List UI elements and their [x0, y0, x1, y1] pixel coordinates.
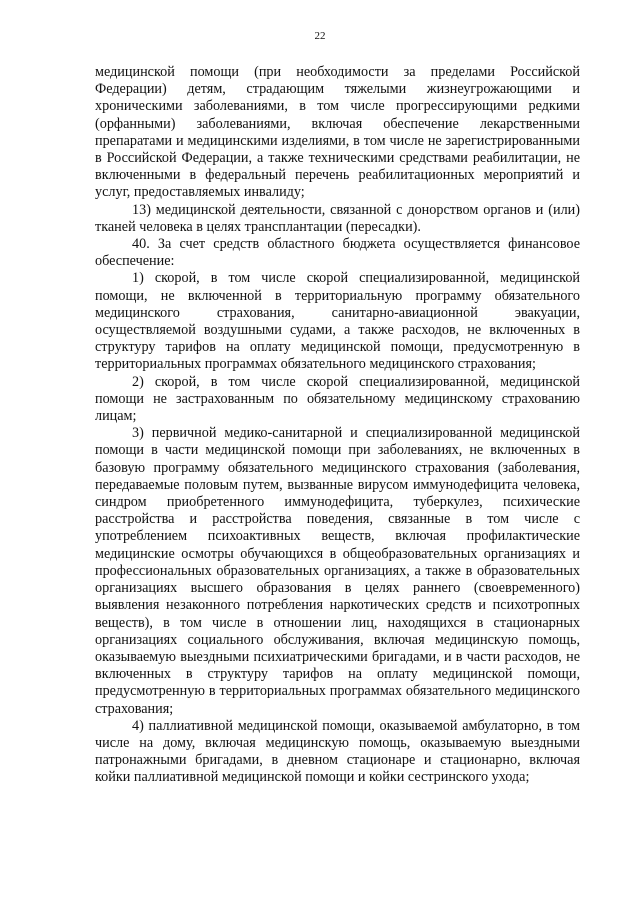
paragraph-item-1: 1) скорой, в том числе скорой специализированной, медицинской помощи, не включенной в территориальную программу обязательного медицинского страхования, санитарно-авиационной эвакуации, осуществляемой воздушными судами, а также расходов, не включенных в структуру тарифов на оплату медицинской помощи, предусмотренную в территориальных программах обязательного медицинского страхования; [95, 270, 580, 373]
document-body [95, 64, 580, 787]
paragraph-item-2: 2) скорой, в том числе скорой специализированной, медицинской помощи не застрахованным по обязательному медицинскому страхованию лицам; [95, 373, 580, 425]
page-number: 22 [314, 30, 326, 42]
paragraph-item-4: 4) паллиативной медицинской помощи, оказываемой амбулаторно, в том числе на дому, включая медицинскую помощь, оказываемую выездными патронажными бригадами, в дневном стационаре и стационарно, включая койки паллиативной медицинской помощи и койки сестринского ухода; [95, 717, 580, 786]
paragraph-section-40: 40. За счет средств областного бюджета осуществляется финансовое обеспечение: [95, 236, 580, 270]
paragraph-item-13: 13) медицинской деятельности, связанной с донорством органов и (или) тканей человека в целях трансплантации (пересадки). [95, 201, 580, 235]
paragraph-continuation: медицинской помощи (при необходимости за пределами Российской Федерации) детям, страдающим тяжелыми жизнеугрожающими и хроническими заболеваниями, в том числе прогрессирующими редкими (орфанными) заболеваниями, включая обеспечение лекарственными препаратами и медицинскими изделиями, в том числе не зарегистрированными в Российской Федерации, а также техническими средствами реабилитации, не включенными в федеральный перечень реабилитационных мероприятий и услуг, предоставляемых инвалиду; [95, 64, 580, 201]
paragraph-item-3: 3) первичной медико-санитарной и специализированной медицинской помощи в части медицинской помощи при заболеваниях, не включенных в базовую программу обязательного медицинского страхования (заболевания, передаваемые половым путем, вызванные вирусом иммунодефицита человека, синдром приобретенного иммунодефицита, туберкулез, психические расстройства и расстройства поведения, связанные в том числе с употреблением психоактивных веществ, включая профилактические медицинские осмотры обучающихся в общеобразовательных организациях и профессиональных образовательных организациях, а также в образовательных организациях высшего образования в целях раннего (своевременного) выявления незаконного потребления наркотических средств и психотропных веществ), в том числе в отношении лиц, находящихся в стационарных организациях социального обслуживания, включая медицинскую помощь, оказываемую выездными психиатрическими бригадами, и в части расходов, не включенных в структуру тарифов на оплату медицинской помощи, предусмотренную в территориальных программах обязательного медицинского страхования; [95, 425, 580, 717]
